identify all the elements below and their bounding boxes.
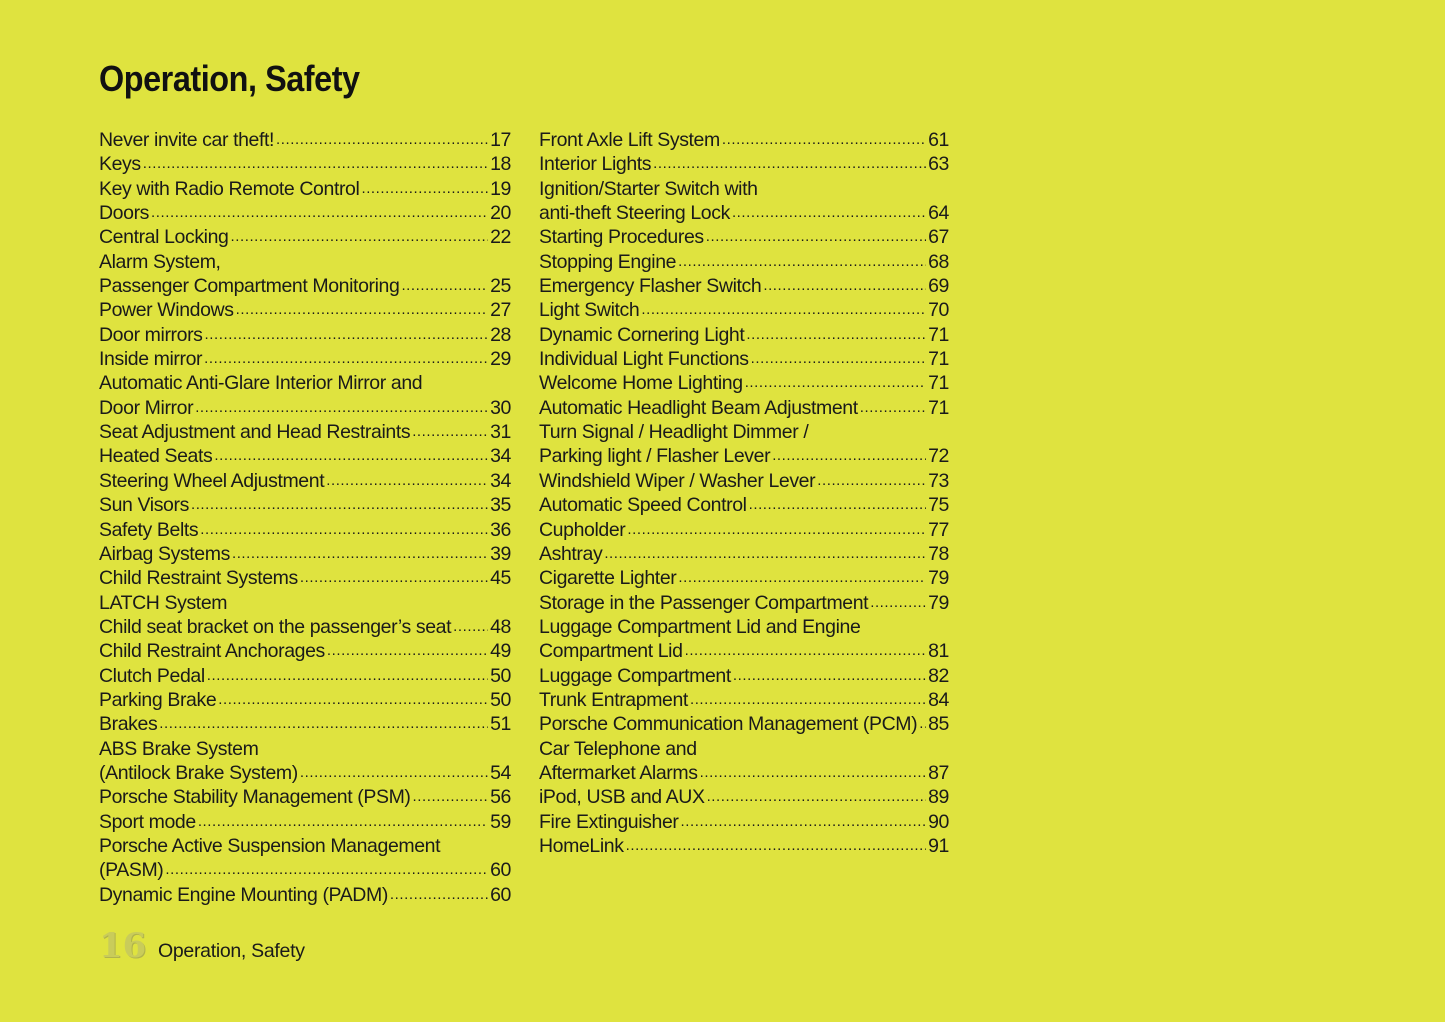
toc-entry-page: 59 — [490, 810, 511, 833]
toc-entry-page: 72 — [928, 445, 949, 468]
footer-section-label: Operation, Safety — [158, 940, 305, 962]
toc-entry-page: 79 — [928, 567, 949, 590]
toc-entry — [99, 298, 511, 322]
toc-entry-page: 60 — [490, 859, 511, 882]
toc-entry — [539, 761, 949, 785]
toc-entry-label: Windshield Wiper / Washer Lever — [539, 469, 816, 492]
toc-entry-page: 84 — [928, 688, 949, 711]
toc-entry — [539, 444, 949, 468]
toc-entry-page: 30 — [490, 396, 511, 419]
toc-entry-label: Ignition/Starter Switch with — [539, 177, 758, 200]
toc-entry-label: Cupholder — [539, 518, 626, 541]
dot-leader — [732, 201, 926, 225]
dot-leader — [327, 639, 488, 663]
toc-entry-page: 87 — [928, 761, 949, 784]
toc-entry-label: Stopping Engine — [539, 250, 677, 273]
toc-entry — [539, 371, 949, 395]
toc-entry-page: 73 — [928, 469, 949, 492]
dot-leader — [772, 444, 926, 468]
toc-entry — [539, 615, 949, 639]
dot-leader — [700, 761, 927, 785]
toc-entry-label: Front Axle Lift System — [539, 129, 720, 151]
toc-entry — [539, 420, 949, 444]
toc-entry-label: Light Switch — [539, 299, 640, 322]
toc-entry-page: 28 — [490, 323, 511, 346]
dot-leader — [214, 444, 488, 468]
toc-entry-page: 91 — [928, 834, 949, 857]
toc-entry-page: 27 — [490, 299, 511, 322]
toc-entry-label: Heated Seats — [99, 445, 213, 468]
toc-entry-page: 61 — [928, 129, 949, 151]
toc-entry-label: Child seat bracket on the passenger’s seat — [99, 615, 452, 638]
toc-entry-page: 77 — [928, 518, 949, 541]
toc-entry-label: Clutch Pedal — [99, 664, 205, 687]
toc-entry-label: Keys — [99, 153, 141, 176]
dot-leader — [276, 128, 488, 152]
toc-entry — [539, 323, 949, 347]
toc-entry-label: Automatic Headlight Beam Adjustment — [539, 396, 858, 419]
toc-entry — [99, 128, 511, 152]
toc-entry-page: 89 — [928, 786, 949, 809]
toc-entry-page: 29 — [490, 348, 511, 371]
toc-entry-label: Welcome Home Lighting — [539, 372, 743, 395]
toc-entry-page: 64 — [928, 202, 949, 225]
dot-leader — [453, 615, 488, 639]
toc-entry — [99, 761, 511, 785]
footer-page-number: 16 — [99, 926, 147, 966]
toc-entry-page: 71 — [928, 396, 949, 419]
toc-entry-page: 81 — [928, 640, 949, 663]
toc-entry-page: 49 — [490, 640, 511, 663]
toc-entry — [539, 493, 949, 517]
toc-entry-page: 20 — [490, 202, 511, 225]
toc-entry-page: 18 — [490, 153, 511, 176]
toc-entry-page: 63 — [928, 153, 949, 176]
dot-leader — [653, 152, 926, 176]
page-title: Operation, Safety — [99, 58, 360, 99]
toc-entry-label: Luggage Compartment Lid and Engine — [539, 615, 861, 638]
dot-leader — [604, 542, 926, 566]
toc-entry-label: Storage in the Passenger Compartment — [539, 591, 869, 614]
toc-entry — [99, 542, 511, 566]
dot-leader — [151, 201, 488, 225]
toc-entry-page: 71 — [928, 323, 949, 346]
toc-entry-label: Trunk Entrapment — [539, 688, 688, 711]
toc-entry — [99, 323, 511, 347]
toc-entry — [99, 664, 511, 688]
toc-entry-label: Starting Procedures — [539, 226, 704, 249]
toc-entry-page: 85 — [928, 713, 949, 736]
toc-entry-label: Ashtray — [539, 542, 603, 565]
toc-entry-page: 71 — [928, 372, 949, 395]
dot-leader — [159, 712, 488, 736]
dot-leader — [749, 493, 927, 517]
toc-entry — [539, 347, 949, 371]
toc-entry-label: Central Locking — [99, 226, 229, 249]
dot-leader — [860, 396, 926, 420]
toc-entry-label: Seat Adjustment and Head Restraints — [99, 421, 411, 444]
toc-entry — [99, 347, 511, 371]
dot-leader — [401, 274, 488, 298]
toc-entry-label: Parking light / Flasher Lever — [539, 445, 771, 468]
toc-entry-label: Turn Signal / Headlight Dimmer / — [539, 421, 809, 444]
toc-entry — [99, 225, 511, 249]
dot-leader — [763, 274, 926, 298]
toc-entry — [99, 785, 511, 809]
toc-entry-page: 45 — [490, 567, 511, 590]
dot-leader — [232, 542, 488, 566]
dot-leader — [626, 834, 927, 858]
toc-entry-label: Alarm System, — [99, 250, 221, 273]
dot-leader — [678, 566, 926, 590]
toc-entry — [539, 128, 949, 152]
dot-leader — [205, 323, 489, 347]
toc-entry-page: 34 — [490, 445, 511, 468]
toc-entry-label: Emergency Flasher Switch — [539, 275, 762, 298]
toc-entry — [99, 518, 511, 542]
dot-leader — [207, 664, 488, 688]
toc-entry — [99, 493, 511, 517]
toc-entry — [539, 566, 949, 590]
toc-entry — [99, 834, 511, 858]
toc-entry — [99, 250, 511, 274]
toc-entry-label: Porsche Active Suspension Management — [99, 834, 441, 857]
toc-entry-label: (Antilock Brake System) — [99, 761, 298, 784]
toc-entry — [539, 542, 949, 566]
toc-entry-label: Door mirrors — [99, 323, 203, 346]
toc-entry — [539, 250, 949, 274]
toc-entry-label: iPod, USB and AUX — [539, 786, 705, 809]
dot-leader — [733, 664, 926, 688]
toc-entry — [99, 858, 511, 882]
toc-entry — [539, 225, 949, 249]
toc-entry-page: 39 — [490, 542, 511, 565]
toc-entry — [539, 396, 949, 420]
toc-entry-page: 69 — [928, 275, 949, 298]
toc-entry-page: 82 — [928, 664, 949, 687]
toc-entry-label: Inside mirror — [99, 348, 203, 371]
dot-leader — [204, 347, 488, 371]
toc-entry-label: Doors — [99, 202, 150, 225]
toc-entry-label: Brakes — [99, 713, 158, 736]
toc-entry — [539, 152, 949, 176]
dot-leader — [627, 518, 926, 542]
toc-entry-label: Automatic Speed Control — [539, 494, 747, 517]
toc-entry-label: Luggage Compartment — [539, 664, 731, 687]
dot-leader — [919, 712, 926, 736]
toc-entry-page: 31 — [490, 421, 511, 444]
toc-entry — [539, 591, 949, 615]
dot-leader — [236, 298, 489, 322]
toc-entry — [99, 615, 511, 639]
toc-left-column — [99, 128, 511, 907]
dot-leader — [326, 469, 488, 493]
toc-entry — [99, 201, 511, 225]
toc-entry — [539, 834, 949, 858]
dot-leader — [690, 688, 926, 712]
toc-entry — [539, 274, 949, 298]
toc-entry-page: 68 — [928, 250, 949, 273]
toc-entry — [539, 518, 949, 542]
toc-entry-page: 54 — [490, 761, 511, 784]
toc-entry-page: 36 — [490, 518, 511, 541]
toc-entry-label: Cigarette Lighter — [539, 567, 677, 590]
toc-entry-label: Never invite car theft! — [99, 129, 275, 151]
toc-entry — [99, 420, 511, 444]
dot-leader — [641, 298, 926, 322]
toc-entry-page: 50 — [490, 688, 511, 711]
toc-entry — [539, 712, 949, 736]
toc-entry-label: Safety Belts — [99, 518, 199, 541]
toc-entry — [99, 469, 511, 493]
dot-leader — [678, 250, 926, 274]
toc-entry — [539, 201, 949, 225]
dot-leader — [751, 347, 926, 371]
toc-entry-label: Door Mirror — [99, 396, 194, 419]
toc-entry — [539, 177, 949, 201]
toc-entry-label: Airbag Systems — [99, 542, 230, 565]
toc-entry-label: Interior Lights — [539, 153, 652, 176]
toc-entry-label: Power Windows — [99, 299, 234, 322]
toc-entry — [99, 152, 511, 176]
toc-entry-page: 79 — [928, 591, 949, 614]
toc-entry-label: Child Restraint Anchorages — [99, 640, 325, 663]
toc-entry — [539, 639, 949, 663]
toc-entry-page: 75 — [928, 494, 949, 517]
dot-leader — [361, 177, 488, 201]
toc-entry-label: Automatic Anti-Glare Interior Mirror and — [99, 372, 423, 395]
toc-entry-page: 19 — [490, 177, 511, 200]
toc-entry — [99, 566, 511, 590]
toc-entry-page: 90 — [928, 810, 949, 833]
toc-entry-page: 50 — [490, 664, 511, 687]
dot-leader — [870, 591, 926, 615]
dot-leader — [218, 688, 488, 712]
toc-entry — [539, 737, 949, 761]
toc-entry-page: 51 — [490, 713, 511, 736]
toc-entry-page: 56 — [490, 786, 511, 809]
toc-entry — [99, 177, 511, 201]
toc-entry-label: Sun Visors — [99, 494, 189, 517]
toc-entry-label: Compartment Lid — [539, 640, 683, 663]
toc-entry-label: Dynamic Cornering Light — [539, 323, 745, 346]
dot-leader — [191, 493, 488, 517]
dot-leader — [706, 225, 926, 249]
toc-entry — [539, 785, 949, 809]
toc-entry — [539, 469, 949, 493]
toc-entry-label: Dynamic Engine Mounting (PADM) — [99, 883, 388, 906]
dot-leader — [746, 323, 926, 347]
toc-entry-page: 71 — [928, 348, 949, 371]
toc-entry-page: 67 — [928, 226, 949, 249]
toc-entry — [99, 737, 511, 761]
dot-leader — [413, 785, 489, 809]
toc-entry-page: 34 — [490, 469, 511, 492]
dot-leader — [165, 858, 488, 882]
dot-leader — [681, 810, 927, 834]
toc-entry-label: Individual Light Functions — [539, 348, 749, 371]
toc-entry-label: Porsche Communication Management (PCM) — [539, 713, 918, 736]
toc-entry-label: HomeLink — [539, 834, 624, 857]
toc-right-column — [539, 128, 949, 858]
toc-entry — [99, 810, 511, 834]
toc-entry — [99, 274, 511, 298]
toc-entry-page: 22 — [490, 226, 511, 249]
toc-entry-label: ABS Brake System — [99, 737, 259, 760]
dot-leader — [300, 566, 488, 590]
toc-entry — [539, 688, 949, 712]
toc-entry-label: Parking Brake — [99, 688, 217, 711]
dot-leader — [707, 785, 927, 809]
dot-leader — [143, 152, 488, 176]
dot-leader — [231, 225, 489, 249]
dot-leader — [745, 371, 926, 395]
toc-entry — [99, 639, 511, 663]
toc-entry — [99, 396, 511, 420]
toc-entry-page: 25 — [490, 275, 511, 298]
toc-entry-label: Key with Radio Remote Control — [99, 177, 360, 200]
dot-leader — [412, 420, 488, 444]
toc-entry — [539, 810, 949, 834]
toc-entry-page: 60 — [490, 883, 511, 906]
toc-entry — [99, 444, 511, 468]
toc-entry — [99, 688, 511, 712]
toc-entry — [99, 883, 511, 907]
toc-entry-page: 17 — [490, 129, 511, 151]
toc-entry-label: LATCH System — [99, 591, 228, 614]
dot-leader — [817, 469, 926, 493]
toc-entry-label: Porsche Stability Management (PSM) — [99, 786, 411, 809]
toc-entry-label: Child Restraint Systems — [99, 567, 298, 590]
toc-entry-page: 78 — [928, 542, 949, 565]
dot-leader — [195, 396, 488, 420]
toc-entry — [539, 664, 949, 688]
toc-entry-label: Fire Extinguisher — [539, 810, 679, 833]
toc-entry-label: Car Telephone and — [539, 737, 697, 760]
toc-entry-label: Aftermarket Alarms — [539, 761, 698, 784]
toc-entry — [99, 371, 511, 395]
dot-leader — [722, 128, 926, 152]
dot-leader — [300, 761, 488, 785]
toc-entry — [99, 591, 511, 615]
dot-leader — [390, 883, 488, 907]
toc-entry-page: 35 — [490, 494, 511, 517]
toc-entry-label: Passenger Compartment Monitoring — [99, 275, 400, 298]
toc-entry — [539, 298, 949, 322]
toc-entry-label: Steering Wheel Adjustment — [99, 469, 325, 492]
dot-leader — [198, 810, 488, 834]
toc-entry-label: Sport mode — [99, 810, 196, 833]
dot-leader — [685, 639, 927, 663]
toc-entry-label: (PASM) — [99, 859, 164, 882]
toc-entry-label: anti-theft Steering Lock — [539, 202, 730, 225]
toc-entry-page: 70 — [928, 299, 949, 322]
toc-entry — [99, 712, 511, 736]
toc-entry-page: 48 — [490, 615, 511, 638]
dot-leader — [200, 518, 488, 542]
